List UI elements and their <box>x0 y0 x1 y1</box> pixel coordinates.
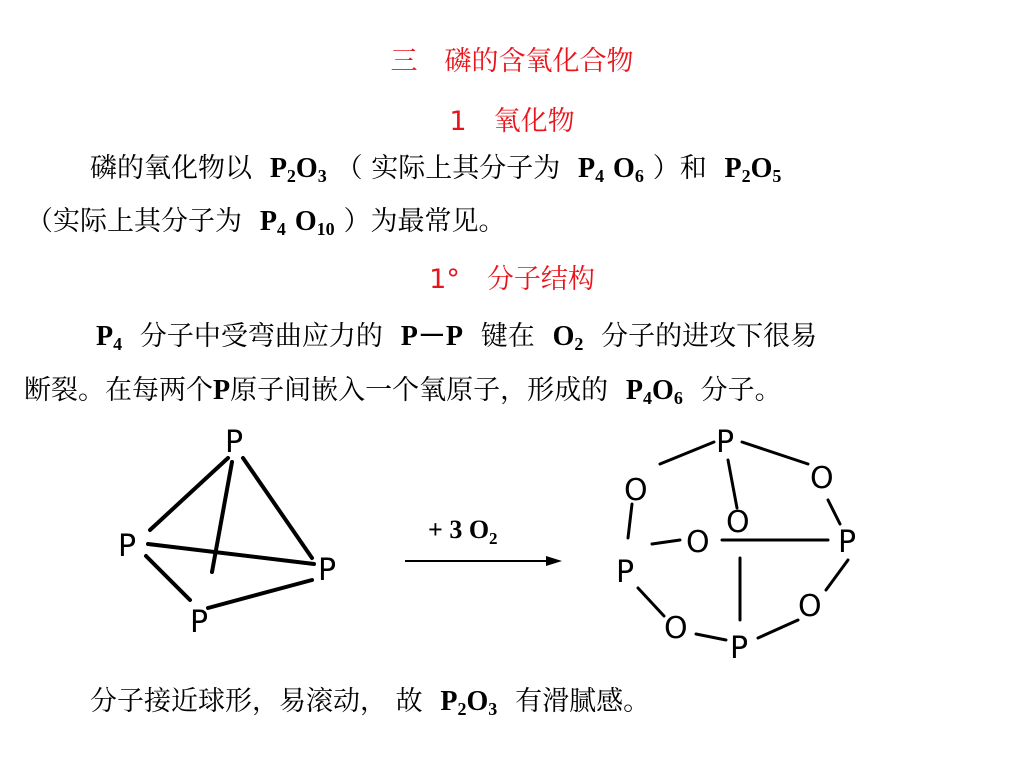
footer-note: 分子接近球形，易滚动， 故 $P_2O_3$ 有滑腻感。 <box>90 686 651 719</box>
formula-p4o6-2: $P_4O_6$ <box>625 375 683 408</box>
p4o6-o-center-left: O <box>686 525 710 560</box>
formula-p2o5: $P_2O_5$ <box>724 153 782 186</box>
p4o6-p-top: P <box>716 425 735 460</box>
page-title: 三 磷的含氧化合物 <box>390 46 634 77</box>
p4o6-p-right: P <box>838 525 857 560</box>
p4o6-p-bottom: P <box>730 631 749 660</box>
paragraph-oxides-line2: （实际上其分子为 $P_4$ $O_{10}$ ）为最常见。 <box>26 206 506 239</box>
p4o6-o-upper-right: O <box>810 461 834 496</box>
formula-p4o10: $P_4$ $O_{10}$ <box>259 206 335 239</box>
formula-p2o3-footer: $P_2O_3$ <box>440 686 498 719</box>
p4o6-o-lower-right: O <box>798 589 822 624</box>
formula-o2: $O_2$ <box>552 321 584 354</box>
p-p-bond: P－P <box>400 321 463 352</box>
reagent-label: + 3 $O_2$ <box>428 515 498 548</box>
p4o6-o-upper-left: O <box>624 473 648 508</box>
paragraph-oxides-line1: 磷的氧化物以 $P_2O_3$ （ 实际上其分子为 $P_4$ $O_6$ ）和 $P_2O_5$ <box>90 153 782 186</box>
p4-atom-top: P <box>225 425 244 460</box>
p4-atom-right: P <box>318 553 337 588</box>
paragraph-structure-line2: 断裂。在每两个P原子间嵌入一个氧原子，形成的 $P_4O_6$ 分子。 <box>24 375 782 408</box>
section-structure-heading: 1° 分子结构 <box>429 264 595 295</box>
formula-p4o6: $P_4$ $O_6$ <box>578 153 644 186</box>
p4-atom-bottom: P <box>190 605 209 640</box>
p4o6-o-center-top: O <box>726 505 750 540</box>
paragraph-structure-line1: $P_4$ 分子中受弯曲应力的 P－P 键在 $O_2$ 分子的进攻下很易 <box>96 321 818 354</box>
reaction-diagram <box>0 420 1024 660</box>
formula-p2o3: $P_2O_3$ <box>269 153 327 186</box>
p4o6-p-left: P <box>616 555 635 590</box>
formula-p4: $P_4$ <box>96 321 123 354</box>
section-oxides-heading: 1 氧化物 <box>449 106 575 137</box>
reaction-arrow <box>405 556 562 566</box>
p4o6-o-lower-left: O <box>664 611 688 646</box>
p4-atom-left: P <box>118 529 137 564</box>
p4-molecule <box>146 458 314 608</box>
